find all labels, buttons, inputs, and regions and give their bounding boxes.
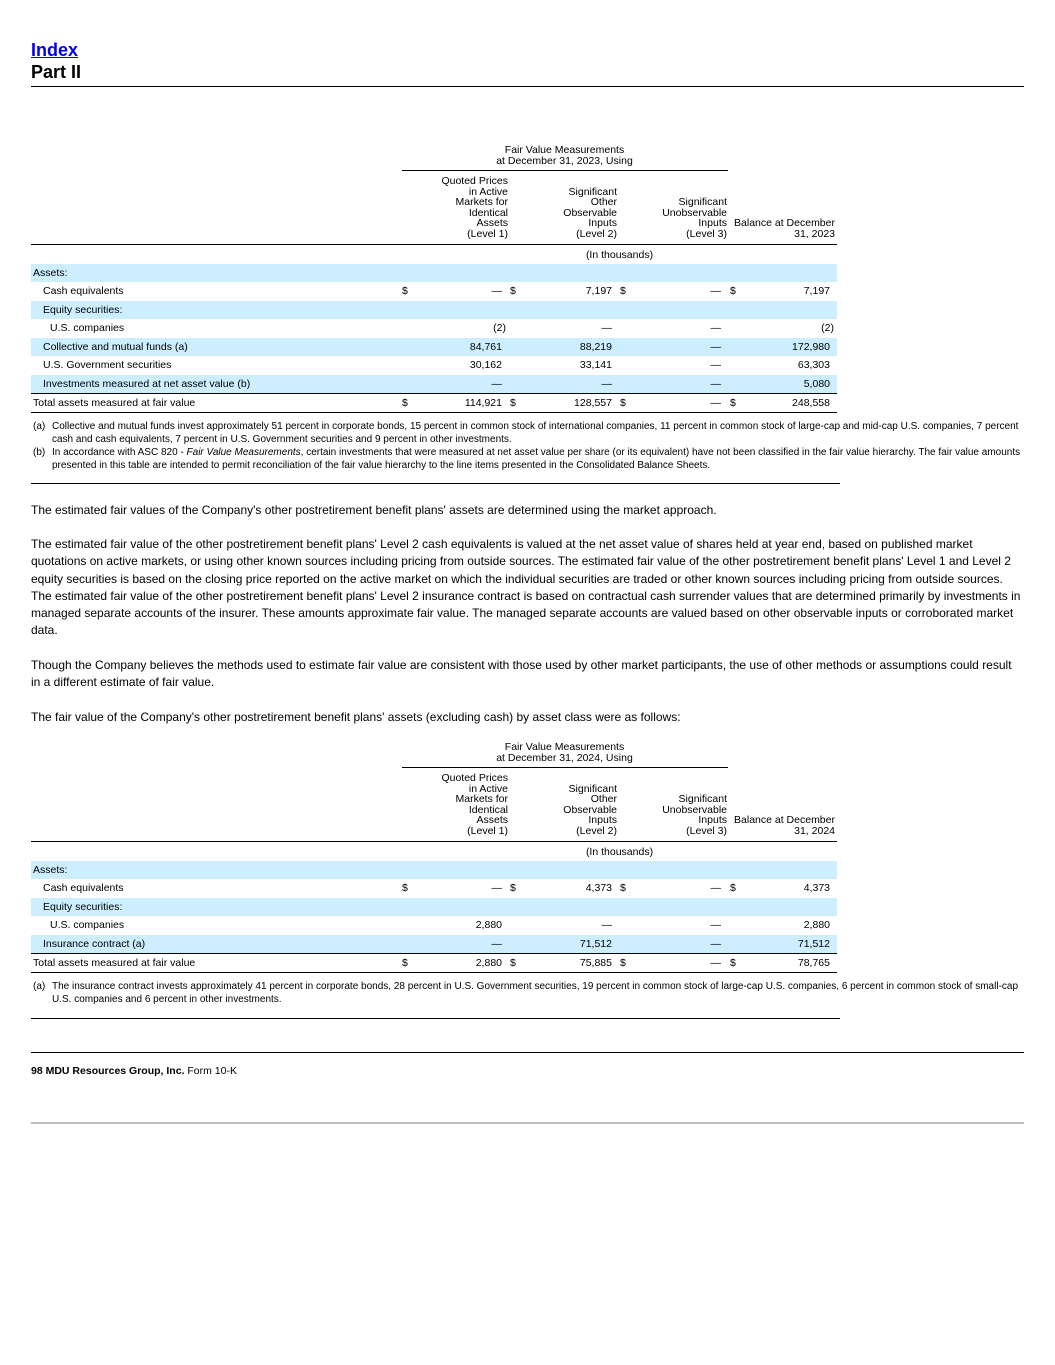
cell-level3: —	[710, 882, 721, 894]
cell-balance: 5,080	[803, 378, 830, 390]
cell-level3: —	[710, 919, 721, 931]
group-header-line2: at December 31, 2023, Using	[496, 155, 633, 167]
table-row	[31, 356, 837, 374]
table-row	[31, 861, 837, 879]
paragraph: Though the Company believes the methods used to estimate fair value are consistent with those used by other market participants, the use of other methods or assumptions could result in a different estimate of fair value.	[31, 658, 1012, 690]
table-row	[31, 916, 837, 934]
col2-line: Observable	[563, 206, 617, 219]
col-header-level1	[408, 773, 508, 836]
col2-line: Significant	[568, 185, 617, 198]
footnote-mark: (b)	[33, 447, 46, 458]
row-label: Assets:	[33, 864, 68, 876]
col4-line: 31, 2023	[794, 227, 835, 240]
header-rule	[31, 244, 837, 245]
currency-sign: $	[510, 285, 516, 297]
col1-line: Assets	[476, 814, 508, 826]
table-row	[31, 319, 837, 337]
cell-level3: —	[710, 397, 721, 409]
cell-level3: —	[710, 957, 721, 969]
cell-level3: —	[710, 378, 721, 390]
cell-level3: —	[710, 285, 721, 297]
col1-line: Markets for	[455, 793, 508, 805]
col-header-level2	[517, 187, 617, 240]
row-label: U.S. companies	[50, 322, 125, 334]
footnote-text	[52, 447, 1021, 472]
group-header-line2: at December 31, 2024, Using	[496, 752, 633, 764]
footnote-mark: (a)	[33, 421, 46, 432]
page-break-divider	[31, 1122, 1024, 1124]
col1-line: in Active	[468, 782, 508, 795]
cell-level2: 88,219	[579, 341, 612, 353]
paragraph: The estimated fair value of the other postretirement benefit plans' Level 2 cash equivalents is valued at the net asset value of shares held at year end, based on published market quotations on active markets, or using other known sources including pricing from outside sources. The estimated fair value of the other postretirement benefit plans' Level 1 and Level 2 equity securities is based on the closing price reported on the active market on which the individual securities are traded or other known sources including pricing from outside sources. The estimated fair value of the other postretirement benefit plans' Level 2 insurance contract is based on contractual cash surrender values that are determined primarily by investments in managed separate accounts of the insurer. These amounts approximate fair value. The managed separate accounts are valued based on other observable inputs or corroborated market data.	[31, 537, 1021, 638]
cell-level2: 7,197	[585, 285, 612, 297]
footnote-a	[31, 421, 1021, 446]
cell-level1: 2,880	[475, 919, 502, 931]
row-label: Cash equivalents	[43, 285, 124, 297]
col1-line: Quoted Prices	[441, 175, 508, 187]
currency-sign: $	[620, 397, 626, 409]
group-underline	[402, 767, 728, 768]
footnote-text-pre: In accordance with ASC 820 -	[52, 447, 187, 458]
currency-sign: $	[510, 397, 516, 409]
currency-sign: $	[402, 882, 408, 894]
col2-line: Observable	[563, 803, 617, 816]
table-row-total	[31, 393, 837, 413]
row-label: Cash equivalents	[43, 882, 124, 894]
col-header-balance	[727, 218, 835, 239]
footnote-divider	[31, 483, 840, 484]
col1-line: (Level 1)	[467, 227, 508, 240]
cell-balance: 2,880	[803, 919, 830, 931]
col3-line: Significant	[678, 196, 727, 208]
row-label: Total assets measured at fair value	[33, 397, 196, 409]
col3-line: (Level 3)	[686, 227, 727, 240]
col2-line: (Level 2)	[576, 227, 617, 240]
cell-level1: 114,921	[464, 397, 502, 409]
col1-line: Markets for	[455, 196, 508, 208]
cell-level2: —	[601, 322, 612, 334]
cell-level1: —	[491, 882, 502, 894]
table-row	[31, 375, 837, 393]
col2-line: Inputs	[588, 814, 617, 826]
cell-level3: —	[710, 341, 721, 353]
col2-line: Other	[590, 196, 617, 208]
group-header-line1: Fair Value Measurements	[504, 144, 625, 156]
cell-level1: 2,880	[475, 957, 502, 969]
table-row	[31, 898, 837, 916]
col1-line: Identical	[468, 206, 508, 219]
cell-level1: —	[491, 378, 502, 390]
col-header-level3	[627, 794, 727, 836]
paragraph: The estimated fair values of the Company's other postretirement benefit plans' assets are determined using the market approach.	[31, 503, 717, 517]
cell-level2: 71,512	[579, 938, 612, 950]
col2-line: (Level 2)	[576, 824, 617, 837]
footnote-text: Collective and mutual funds invest approximately 51 percent in corporate bonds, 15 percent in common stock of international companies, 11 percent in common stock of large-cap and mid-cap U.S. companies, 7 percent cash and cash equivalents, 7 percent in U.S. Government securities and 9 percent in other investments.	[52, 421, 1019, 445]
col3-line: Unobservable	[662, 803, 727, 816]
currency-sign: $	[730, 397, 736, 409]
col1-line: (Level 1)	[467, 824, 508, 837]
row-label: U.S. companies	[50, 919, 125, 931]
cell-level3: —	[710, 938, 721, 950]
table-row	[31, 879, 837, 897]
part-heading: Part II	[31, 62, 82, 82]
col3-line: (Level 3)	[686, 824, 727, 837]
cell-level2: 128,557	[574, 397, 612, 409]
row-label: Equity securities:	[43, 901, 123, 913]
cell-level2: —	[601, 919, 612, 931]
group-header	[402, 742, 727, 764]
table-row	[31, 935, 837, 953]
col-header-balance	[727, 815, 835, 836]
cell-level2: —	[601, 378, 612, 390]
footnote-mark: (a)	[33, 981, 46, 992]
page-footer	[31, 1065, 237, 1077]
footnote-b	[31, 447, 1021, 472]
table-row	[31, 264, 837, 282]
row-label: Equity securities:	[43, 304, 123, 316]
footnote-text-italic: Fair Value Measurements	[186, 447, 301, 458]
footer-divider	[31, 1052, 1024, 1053]
row-label: Insurance contract (a)	[43, 938, 146, 950]
footer-company: 98 MDU Resources Group, Inc.	[31, 1065, 185, 1077]
col1-line: Identical	[468, 803, 508, 816]
currency-sign: $	[730, 285, 736, 297]
cell-level1: —	[491, 938, 502, 950]
cell-balance: 63,303	[797, 359, 830, 371]
currency-sign: $	[510, 882, 516, 894]
col2-line: Significant	[568, 782, 617, 795]
cell-level3: —	[710, 322, 721, 334]
col3-line: Significant	[678, 793, 727, 805]
col1-line: Assets	[476, 217, 508, 229]
units-label: (In thousands)	[585, 846, 654, 858]
cell-level2: 4,373	[585, 882, 612, 894]
row-label: Investments measured at net asset value (b)	[43, 378, 251, 390]
cell-level1: —	[491, 285, 502, 297]
col2-line: Inputs	[588, 217, 617, 229]
col4-line: 31, 2024	[794, 824, 835, 837]
cell-balance: 4,373	[803, 882, 830, 894]
table-row	[31, 301, 837, 319]
currency-sign: $	[620, 957, 626, 969]
col4-line: Balance at December	[734, 217, 835, 229]
cell-level1: (2)	[493, 322, 506, 334]
row-label: Total assets measured at fair value	[33, 957, 196, 969]
col-header-level2	[517, 784, 617, 837]
cell-level2: 75,885	[579, 957, 612, 969]
currency-sign: $	[620, 882, 626, 894]
currency-sign: $	[510, 957, 516, 969]
cell-balance: (2)	[821, 322, 834, 334]
footnote-divider	[31, 1018, 840, 1019]
currency-sign: $	[402, 397, 408, 409]
table-row	[31, 282, 837, 300]
index-link[interactable]: Index	[31, 40, 79, 60]
col-header-level3	[627, 197, 727, 239]
col3-line: Unobservable	[662, 206, 727, 219]
col3-line: Inputs	[698, 814, 727, 826]
col-header-level1	[408, 176, 508, 239]
cell-balance: 172,980	[792, 341, 830, 353]
currency-sign: $	[730, 957, 736, 969]
cell-level1: 30,162	[469, 359, 502, 371]
table-row-total	[31, 953, 837, 973]
units-label: (In thousands)	[585, 249, 654, 261]
group-header	[402, 145, 727, 167]
cell-level3: —	[710, 359, 721, 371]
currency-sign: $	[730, 882, 736, 894]
col1-line: in Active	[468, 185, 508, 198]
row-label: Collective and mutual funds (a)	[43, 341, 188, 353]
cell-level2: 33,141	[579, 359, 612, 371]
row-label: Assets:	[33, 267, 68, 279]
cell-balance: 71,512	[797, 938, 830, 950]
cell-balance: 248,558	[792, 397, 830, 409]
row-label: U.S. Government securities	[43, 359, 172, 371]
footer-form: Form 10-K	[184, 1065, 237, 1077]
paragraph: The fair value of the Company's other postretirement benefit plans' assets (excluding cash) by asset class were as follows:	[31, 710, 681, 724]
group-header-line1: Fair Value Measurements	[504, 741, 625, 753]
header-divider	[31, 86, 1024, 87]
currency-sign: $	[402, 285, 408, 297]
currency-sign: $	[620, 285, 626, 297]
col2-line: Other	[590, 793, 617, 805]
footnote-a-2024	[31, 981, 1021, 1006]
cell-level1: 84,761	[469, 341, 502, 353]
cell-balance: 78,765	[797, 957, 830, 969]
group-underline	[402, 170, 728, 171]
table-row	[31, 338, 837, 356]
footnote-text-post: , certain investments that were measured at net asset value per share (or its equivalent) have not been classified in the fair value hierarchy. The fair value amounts presented in this table are intended to permit reconciliation of the fair value hierarchy to the line items presented in the Consolidated Balance Sheets.	[52, 447, 1021, 471]
col3-line: Inputs	[698, 217, 727, 229]
footnote-text: The insurance contract invests approximately 41 percent in corporate bonds, 28 percent in U.S. Government securities, 19 percent in common stock of large-cap U.S. companies, 6 percent in common stock of small-cap U.S. companies and 6 percent in other investments.	[52, 981, 1019, 1005]
col1-line: Quoted Prices	[441, 772, 508, 784]
currency-sign: $	[402, 957, 408, 969]
col4-line: Balance at December	[734, 814, 835, 826]
cell-balance: 7,197	[803, 285, 830, 297]
header-rule	[31, 841, 837, 842]
